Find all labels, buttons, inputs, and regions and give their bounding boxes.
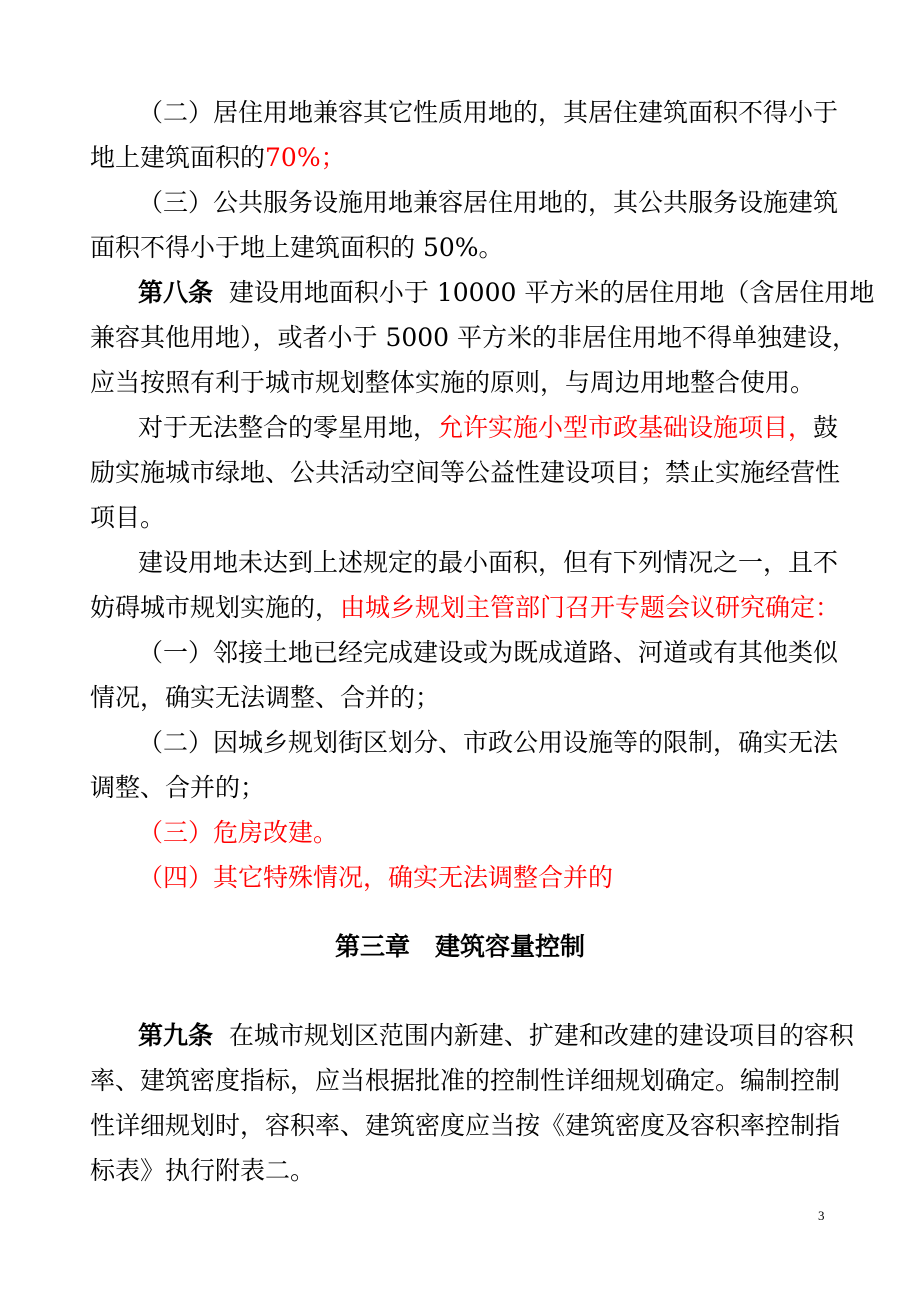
article-9-line-3: 性详细规划时，容积率、建筑密度应当按《建筑密度及容积率控制指 — [90, 1111, 841, 1140]
article-8-line-3: 应当按照有利于城市规划整体实施的原则，与周边用地整合使用。 — [90, 368, 816, 397]
article-9-line-2: 率、建筑密度指标，应当根据批准的控制性详细规划确定。编制控制 — [90, 1066, 841, 1095]
article-9-line-1: 第九条 在城市规划区范围内新建、扩建和改建的建设项目的容积 — [138, 1021, 854, 1050]
para-min-area-line-1: 建设用地未达到上述规定的最小面积，但有下列情况之一，且不 — [138, 548, 839, 577]
list-item-3: （三）危房改建。 — [138, 818, 339, 847]
article-8-line-1: 第八条 建设用地面积小于 10000 平方米的居住用地（含居住用地 — [138, 278, 875, 307]
para-scattered-land-line-3: 项目。 — [90, 503, 166, 532]
list-item-4: （四）其它特殊情况，确实无法调整合并的 — [138, 863, 614, 892]
article-8-line-2: 兼容其他用地），或者小于 5000 平方米的非居住用地不得单独建设， — [90, 323, 858, 352]
para-scattered-land-line-2: 励实施城市绿地、公共活动空间等公益性建设项目；禁止实施经营性 — [90, 458, 841, 487]
para-scattered-land-line-1: 对于无法整合的零星用地，允许实施小型市政基础设施项目，鼓 — [138, 413, 839, 442]
list-item-2-line-2: 调整、合并的； — [90, 773, 266, 802]
para-item-2-line-1: （二）居住用地兼容其它性质用地的，其居住建筑面积不得小于 — [138, 98, 839, 127]
list-item-2-line-1: （二）因城乡规划街区划分、市政公用设施等的限制，确实无法 — [138, 728, 839, 757]
para-item-2-line-2: 地上建筑面积的70%； — [90, 143, 346, 172]
page-number: 3 — [818, 1208, 825, 1223]
para-item-3-line-2: 面积不得小于地上建筑面积的 50%。 — [90, 233, 504, 262]
list-item-1-line-2: 情况，确实无法调整、合并的； — [90, 683, 441, 712]
article-9-line-4: 标表》执行附表二。 — [90, 1156, 316, 1185]
para-min-area-line-2: 妨碍城市规划实施的，由城乡规划主管部门召开专题会议研究确定： — [90, 593, 841, 622]
para-item-3-line-1: （三）公共服务设施用地兼容居住用地的，其公共服务设施建筑 — [138, 188, 839, 217]
list-item-1-line-1: （一）邻接土地已经完成建设或为既成道路、河道或有其他类似 — [138, 638, 839, 667]
chapter-heading: 第三章 建筑容量控制 — [334, 932, 585, 961]
